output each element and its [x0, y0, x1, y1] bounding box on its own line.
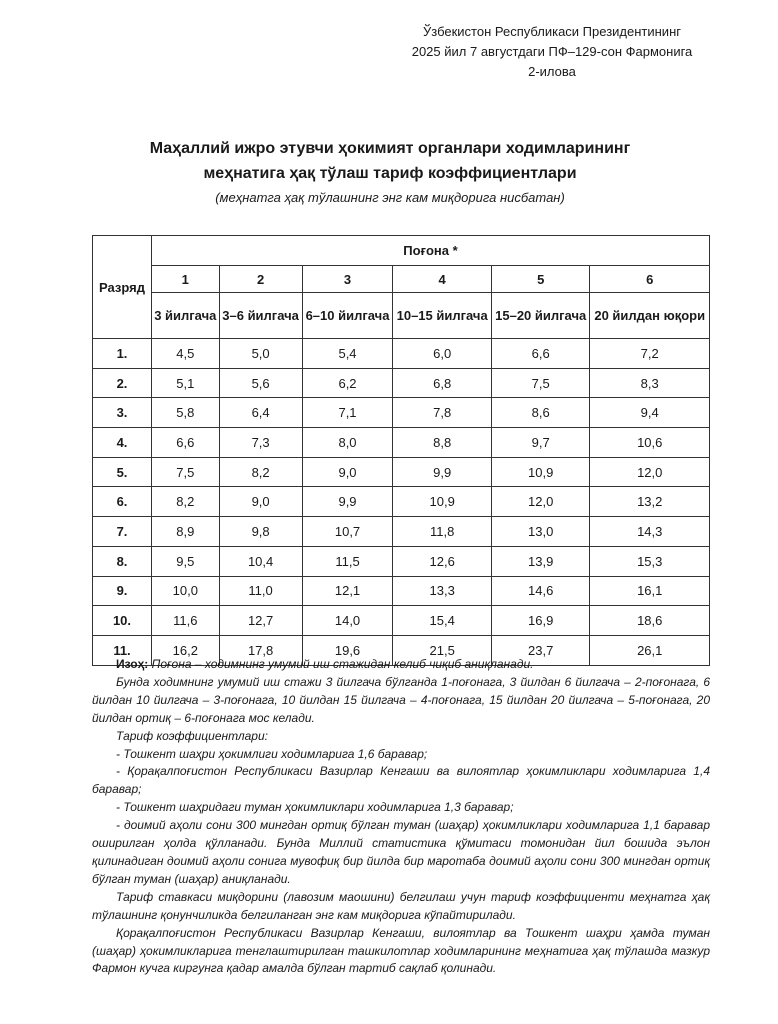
notes-first-text: Поғона – ходимнинг умумий иш стажидан келиб чиқиб аниқланади.: [151, 657, 534, 671]
coefficient-cell: 23,7: [491, 635, 590, 665]
coefficient-cell: 6,6: [152, 428, 220, 458]
coefficient-cell: 12,1: [302, 576, 393, 606]
razryad-cell: 7.: [93, 517, 152, 547]
table-row: [93, 339, 710, 369]
notes-first-paragraph: [92, 656, 710, 674]
razryad-cell: 2.: [93, 368, 152, 398]
coefficient-cell: 16,2: [152, 635, 220, 665]
razryad-cell: 11.: [93, 635, 152, 665]
table-row: [93, 487, 710, 517]
notes-paragraph: - Тошкент шаҳридаги туман ҳокимликлари ходимларига 1,3 баравар;: [116, 800, 514, 815]
coefficient-cell: 13,2: [590, 487, 710, 517]
coefficient-cell: 9,8: [219, 517, 302, 547]
coefficient-cell: 11,5: [302, 546, 393, 576]
coefficient-cell: 11,8: [393, 517, 492, 547]
pogona-years-1: 3 йилгача: [152, 293, 220, 339]
table-row: [93, 576, 710, 606]
coefficient-cell: 9,5: [152, 546, 220, 576]
razryad-cell: 5.: [93, 457, 152, 487]
coefficient-table: [92, 235, 710, 666]
razryad-cell: 6.: [93, 487, 152, 517]
coefficient-cell: 21,5: [393, 635, 492, 665]
notes-paragraph: Бунда ходимнинг умумий иш стажи 3 йилгача бўлганда 1-поғонага, 3 йилдан 6 йилгача – 2-поғонага, 6 йилдан 10 йилгача – 3-поғонага, 10 йилдан 15 йилгача – 4-поғонага, 15 йилдан 20 йилгача – 5-поғонага, 20 йилдан ортиқ – 6-поғонага мос келади.: [92, 674, 710, 725]
coefficient-cell: 7,3: [219, 428, 302, 458]
coefficient-cell: 8,9: [152, 517, 220, 547]
coefficient-cell: 7,2: [590, 339, 710, 369]
coefficient-cell: 5,8: [152, 398, 220, 428]
notes-paragraph: - Тошкент шаҳри ҳокимлиги ходимларига 1,6 баравар;: [116, 746, 428, 761]
coefficient-cell: 26,1: [590, 635, 710, 665]
notes-paragraph: Тариф коэффициентлари:: [116, 728, 268, 743]
razryad-cell: 3.: [93, 398, 152, 428]
coefficient-cell: 9,4: [590, 398, 710, 428]
coefficient-cell: 17,8: [219, 635, 302, 665]
coefficient-cell: 19,6: [302, 635, 393, 665]
title-line-2: меҳнатига ҳақ тўлаш тариф коэффициентлари: [203, 165, 577, 182]
coefficient-cell: 5,4: [302, 339, 393, 369]
coefficient-cell: 11,0: [219, 576, 302, 606]
coefficient-cell: 8,0: [302, 428, 393, 458]
coefficient-cell: 12,0: [491, 487, 590, 517]
coefficient-cell: 14,6: [491, 576, 590, 606]
coefficient-cell: 16,9: [491, 606, 590, 636]
coefficient-cell: 10,9: [491, 457, 590, 487]
razryad-header: Разряд: [93, 236, 152, 339]
pogona-num-2: 2: [219, 266, 302, 293]
coefficient-cell: 6,2: [302, 368, 393, 398]
coefficient-cell: 8,8: [393, 428, 492, 458]
coefficient-cell: 8,6: [491, 398, 590, 428]
document-title-block: [60, 136, 720, 208]
notes-paragraph: Тариф ставкаси миқдорини (лавозим маошини) белгилаш учун тариф коэффициенти меҳнатга ҳақ тўлашнинг қонунчиликда белгиланган энг кам миқдорига кўпайтирилади.: [92, 889, 710, 922]
header-line-2: 2025 йил 7 августдаги ПФ–129-сон Фармонига: [411, 44, 693, 59]
pogona-years-6: 20 йилдан юқори: [590, 293, 710, 339]
coefficient-cell: 9,9: [393, 457, 492, 487]
pogona-years-3: 6–10 йилгача: [302, 293, 393, 339]
notes-section: [92, 656, 710, 978]
coefficient-cell: 5,0: [219, 339, 302, 369]
pogona-years-2: 3–6 йилгача: [219, 293, 302, 339]
coefficient-cell: 12,6: [393, 546, 492, 576]
coefficient-cell: 18,6: [590, 606, 710, 636]
coefficient-cell: 6,4: [219, 398, 302, 428]
coefficient-cell: 10,7: [302, 517, 393, 547]
coefficient-cell: 10,6: [590, 428, 710, 458]
pogona-years-4: 10–15 йилгача: [393, 293, 492, 339]
coefficient-cell: 11,6: [152, 606, 220, 636]
notes-label: Изоҳ:: [116, 657, 149, 671]
table-body: [93, 339, 710, 666]
coefficient-cell: 15,3: [590, 546, 710, 576]
coefficient-cell: 8,2: [219, 457, 302, 487]
coefficient-cell: 9,0: [302, 457, 393, 487]
title-subtitle: (меҳнатга ҳақ тўлашнинг энг кам миқдорига нисбатан): [215, 190, 565, 205]
pogona-num-1: 1: [152, 266, 220, 293]
notes-paragraph: - Қорақалпоғистон Республикаси Вазирлар Кенгаши ва вилоятлар ҳокимликлари ходимларига 1,4 баравар;: [92, 764, 710, 797]
coefficient-cell: 7,8: [393, 398, 492, 428]
razryad-cell: 1.: [93, 339, 152, 369]
coefficient-cell: 13,0: [491, 517, 590, 547]
table-row: [93, 546, 710, 576]
coefficient-cell: 6,6: [491, 339, 590, 369]
header-line-3: 2-илова: [528, 64, 576, 79]
table-row: [93, 428, 710, 458]
coefficient-cell: 7,5: [152, 457, 220, 487]
coefficient-cell: 15,4: [393, 606, 492, 636]
table-row: [93, 368, 710, 398]
coefficient-cell: 9,7: [491, 428, 590, 458]
table-row: [93, 606, 710, 636]
coefficient-cell: 10,9: [393, 487, 492, 517]
pogona-header: Поғона *: [152, 236, 710, 266]
notes-paragraph: Қорақалпоғистон Республикаси Вазирлар Кенгаши, вилоятлар ва Тошкент шаҳри ҳамда туман (шаҳар) ҳокимликларига тенглаштирилган ташкилотлар ходимларининг меҳнатига ҳақ тўлашда мазкур Фармон кучга киргунга қадар амалда бўлган тартиб сақлаб қолинади.: [92, 925, 710, 976]
pogona-num-6: 6: [590, 266, 710, 293]
coefficient-cell: 4,5: [152, 339, 220, 369]
razryad-cell: 4.: [93, 428, 152, 458]
table-row: [93, 457, 710, 487]
coefficient-cell: 12,7: [219, 606, 302, 636]
coefficient-cell: 14,3: [590, 517, 710, 547]
razryad-cell: 10.: [93, 606, 152, 636]
table-row: [93, 398, 710, 428]
coefficient-cell: 13,9: [491, 546, 590, 576]
notes-paragraphs: [92, 674, 710, 978]
decree-reference: [372, 22, 732, 82]
coefficient-cell: 7,5: [491, 368, 590, 398]
coefficient-cell: 5,6: [219, 368, 302, 398]
coefficient-cell: 6,8: [393, 368, 492, 398]
coefficient-cell: 10,0: [152, 576, 220, 606]
coefficient-cell: 7,1: [302, 398, 393, 428]
pogona-num-3: 3: [302, 266, 393, 293]
coefficient-cell: 5,1: [152, 368, 220, 398]
razryad-cell: 8.: [93, 546, 152, 576]
pogona-years-5: 15–20 йилгача: [491, 293, 590, 339]
coefficient-cell: 16,1: [590, 576, 710, 606]
coefficient-cell: 9,0: [219, 487, 302, 517]
pogona-num-4: 4: [393, 266, 492, 293]
coefficient-cell: 13,3: [393, 576, 492, 606]
coefficient-cell: 9,9: [302, 487, 393, 517]
coefficient-cell: 10,4: [219, 546, 302, 576]
table-row: [93, 517, 710, 547]
coefficient-cell: 6,0: [393, 339, 492, 369]
pogona-num-5: 5: [491, 266, 590, 293]
coefficient-cell: 8,3: [590, 368, 710, 398]
coefficient-cell: 8,2: [152, 487, 220, 517]
header-line-1: Ўзбекистон Республикаси Президентининг: [423, 24, 681, 39]
coefficient-cell: 12,0: [590, 457, 710, 487]
title-line-1: Маҳаллий ижро этувчи ҳокимият органлари ходимларининг: [149, 140, 631, 157]
notes-paragraph: - доимий аҳоли сони 300 мингдан ортиқ бўлган туман (шаҳар) ҳокимликлари ходимларига 1,1 баравар оширилган ҳолда қўлланади. Бунда Миллий статистика қўмитаси томонидан йил бошида эълон қилинадиган доимий аҳоли сонига мувофиқ бир йилда бир маротаба доимий аҳоли сони 300 мингдан ортиқ бўлган туман (шаҳар) аниқланади.: [92, 818, 710, 886]
razryad-cell: 9.: [93, 576, 152, 606]
coefficient-cell: 14,0: [302, 606, 393, 636]
